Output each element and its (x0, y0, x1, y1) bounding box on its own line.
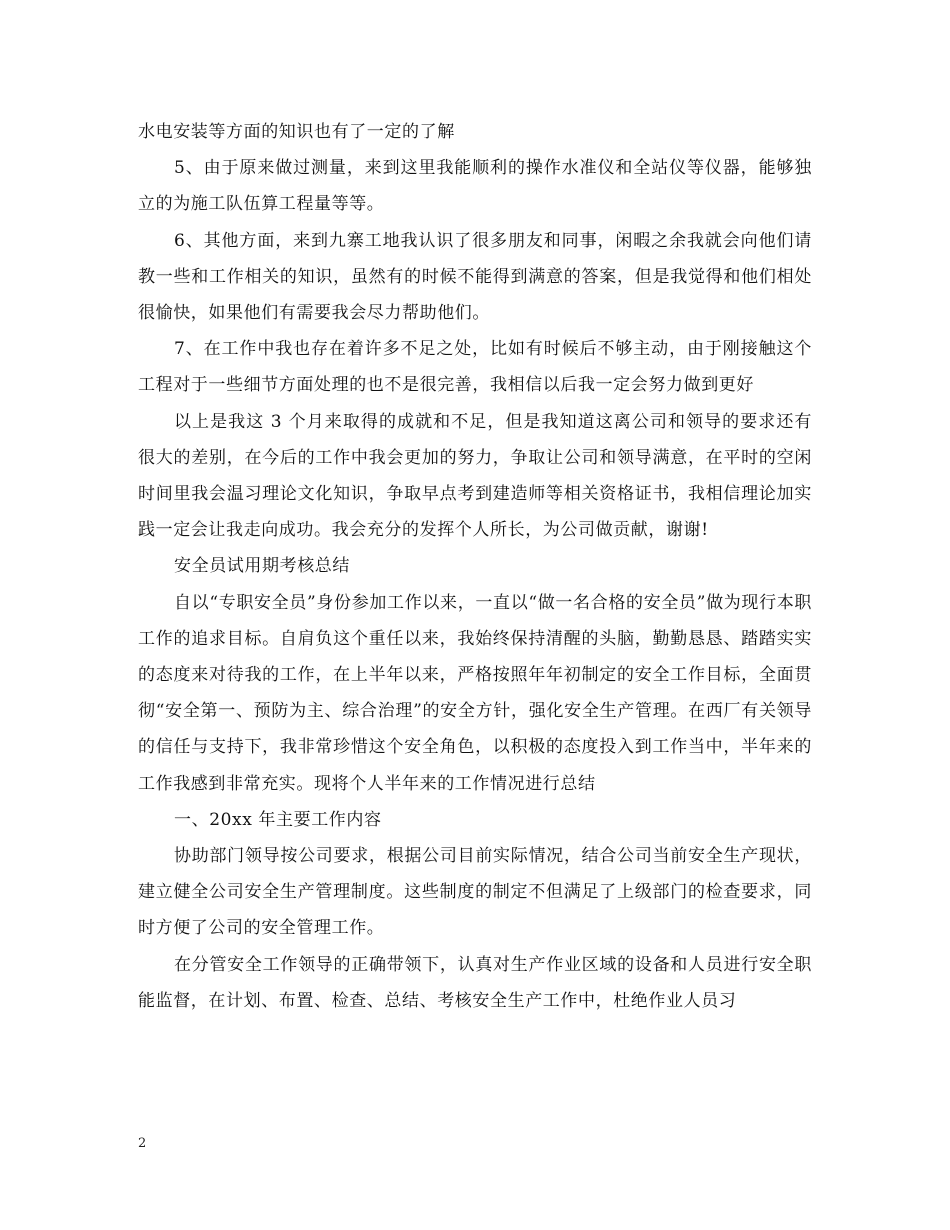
document-body (138, 114, 812, 1019)
paragraph-3: 6、其他方面，来到九寨工地我认识了很多朋友和同事，闲暇之余我就会向他们请教一些和工作相关的知识，虽然有的时候不能得到满意的答案，但是我觉得和他们相处很愉快，如果他们有需要我会尽力帮助他们。 (138, 230, 812, 324)
paragraph-10: 在分管安全工作领导的正确带领下，认真对生产作业区域的设备和人员进行安全职能监督，在计划、布置、检查、总结、考核安全生产工作中，杜绝作业人员习 (138, 954, 812, 1011)
page-number: 2 (138, 1136, 147, 1151)
paragraph-2: 5、由于原来做过测量，来到这里我能顺利的操作水准仪和全站仪等仪器，能够独立的为施工队伍算工程量等等。 (138, 158, 812, 215)
paragraph-9: 协助部门领导按公司要求，根据公司目前实际情况，结合公司当前安全生产现状，建立健全公司安全生产管理制度。这些制度的制定不但满足了上级部门的检查要求，同时方便了公司的安全管理工作。 (138, 846, 812, 939)
paragraph-4: 7、在工作中我也存在着许多不足之处，比如有时候后不够主动，由于刚接触这个工程对于一些细节方面处理的也不是很完善，我相信以后我一定会努力做到更好 (138, 339, 812, 396)
section-heading: 一、20xx 年主要工作内容 (174, 809, 382, 830)
paragraph-7: 自以“专职安全员”身份参加工作以来，一直以“做一名合格的安全员”做为现行本职工作的追求目标。自肩负这个重任以来，我始终保持清醒的头脑，勤勤恳恳、踏踏实实的态度来对待我的工作，在上半年以来，严格按照年年初制定的安全工作目标，全面贯彻“安全第一、预防为主、综合治理”的安全方针，强化安全生产管理。在西厂有关领导的信任与支持下，我非常珍惜这个安全角色，以积极的态度投入到工作当中，半年来的工作我感到非常充实。现将个人半年来的工作情况进行总结 (138, 592, 812, 794)
paragraph-1: 水电安装等方面的知识也有了一定的了解 (138, 122, 455, 142)
section-title: 安全员试用期考核总结 (174, 556, 350, 577)
paragraph-5: 以上是我这 3 个月来取得的成就和不足，但是我知道这离公司和领导的要求还有很大的差别，在今后的工作中我会更加的努力，争取让公司和领导满意，在平时的空闲时间里我会温习理论文化知识，争取早点考到建造师等相关资格证书，我相信理论加实践一定会让我走向成功。我会充分的发挥个人所长，为公司做贡献，谢谢! (138, 411, 812, 541)
